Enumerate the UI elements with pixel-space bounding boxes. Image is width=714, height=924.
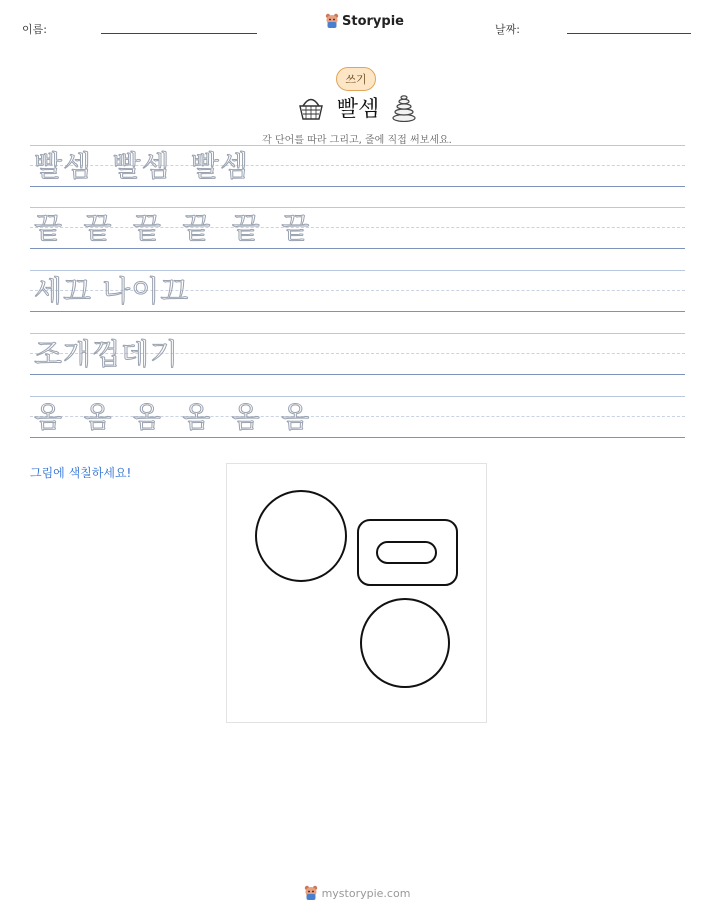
basket-icon <box>297 95 325 121</box>
row-base-line <box>30 311 685 312</box>
trace-text: 조개껍데기 <box>34 337 180 371</box>
trace-text: 옴 옴 옴 옴 옴 옴 <box>34 400 311 434</box>
row-base-line <box>30 437 685 438</box>
row-top-line <box>30 207 685 208</box>
practice-row-1[interactable] <box>30 145 685 187</box>
circle-shape <box>361 599 449 687</box>
name-label: 이름: <box>22 23 47 36</box>
footer <box>0 885 714 901</box>
bear-mascot-icon <box>325 13 339 29</box>
title-row <box>0 92 714 123</box>
date-label: 날짜: <box>495 23 520 36</box>
bear-mascot-icon <box>304 885 318 901</box>
row-top-line <box>30 145 685 146</box>
trace-text: 끝 끝 끝 끝 끝 끝 <box>34 211 311 245</box>
stacked-stones-icon <box>391 94 417 122</box>
row-base-line <box>30 186 685 187</box>
row-top-line <box>30 396 685 397</box>
row-top-line <box>30 333 685 334</box>
brand-name: Storypie <box>342 13 404 29</box>
writing-badge: 쓰기 <box>336 67 376 91</box>
name-line[interactable] <box>101 33 257 34</box>
pill-shape <box>377 542 436 563</box>
practice-row-4[interactable] <box>30 333 685 375</box>
coloring-instruction: 그림에 색칠하세요! <box>30 466 132 480</box>
footer-site-link[interactable]: mystorypie.com <box>321 886 411 900</box>
row-base-line <box>30 248 685 249</box>
instruction-text: 각 단어를 따라 그리고, 줄에 직접 써보세요. <box>262 135 452 146</box>
trace-text: 빨셈 빨셈 빨셈 <box>34 149 249 183</box>
circle-shape <box>256 491 346 581</box>
practice-row-5[interactable] <box>30 396 685 438</box>
trace-text: 세끄 나이끄 <box>34 274 190 308</box>
storypie-logo <box>325 13 404 29</box>
practice-row-3[interactable] <box>30 270 685 312</box>
row-top-line <box>30 270 685 271</box>
practice-row-2[interactable] <box>30 207 685 249</box>
coloring-picture[interactable] <box>226 463 487 723</box>
date-line[interactable] <box>567 33 691 34</box>
shapes-outline-drawing <box>227 464 486 722</box>
row-base-line <box>30 374 685 375</box>
worksheet-title: 빨셈 <box>336 97 380 122</box>
